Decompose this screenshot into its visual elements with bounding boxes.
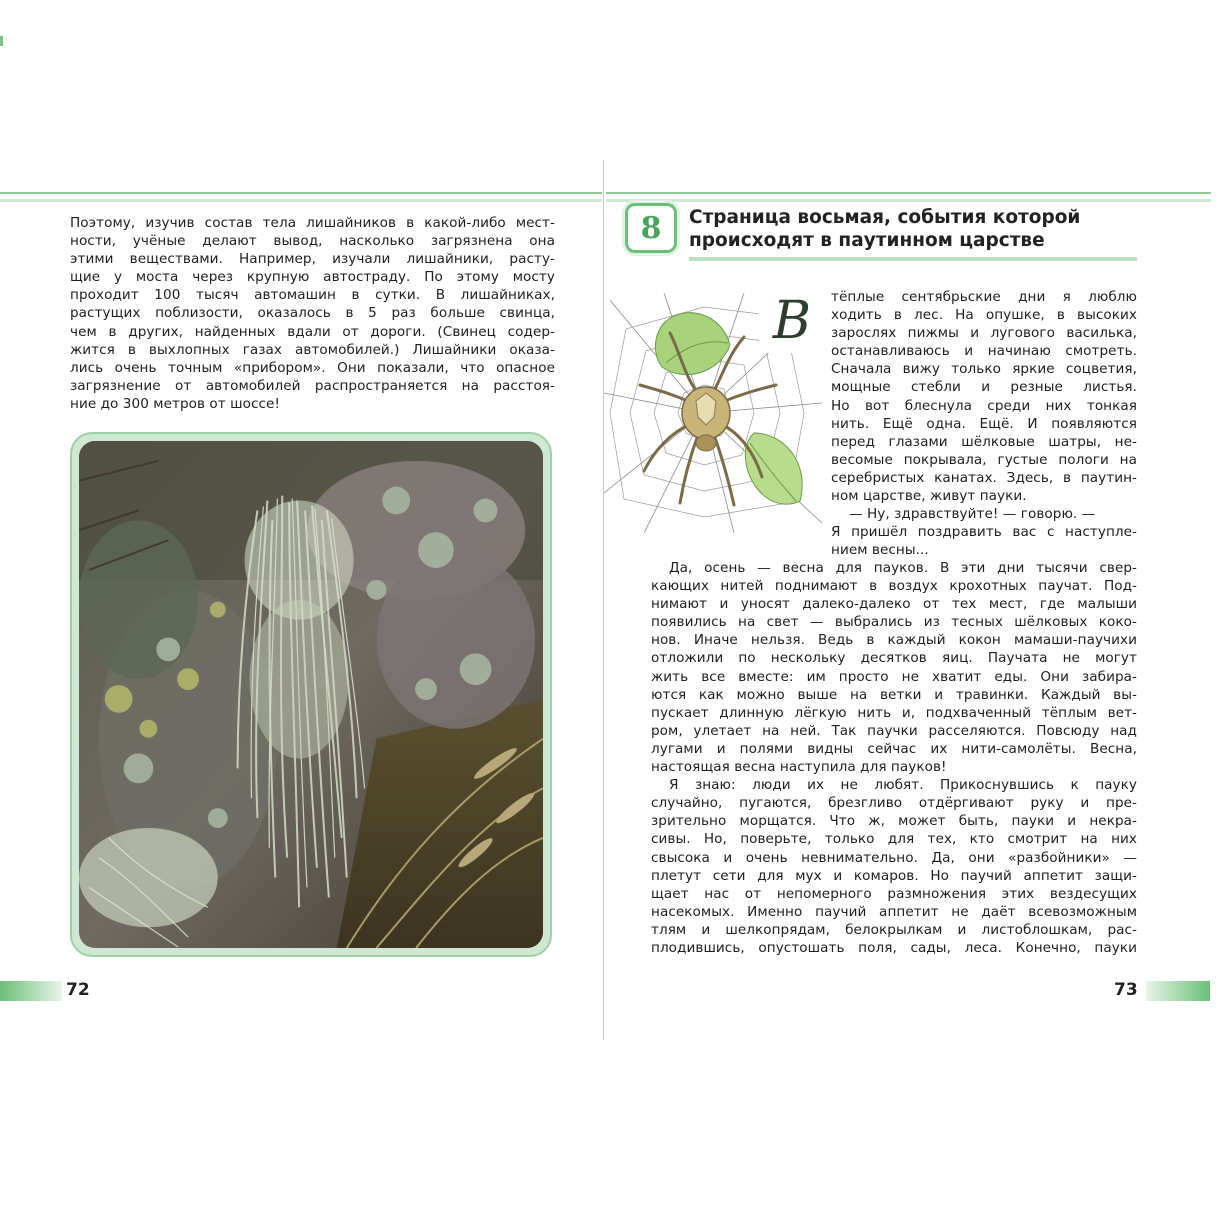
text-line: проходит 100 тысяч автомашин в сутки. В лишайниках, bbox=[70, 287, 555, 304]
full-width-paragraphs bbox=[651, 559, 1137, 957]
text-line: останавливаюсь и начинаю смотреть. bbox=[831, 343, 1137, 360]
top-rule-left-band bbox=[0, 199, 602, 202]
text-line: Поэтому, изучив состав тела лишайников в какой-либо мест- bbox=[70, 215, 555, 231]
text-line: настоящая весна наступила для пауков! bbox=[651, 759, 947, 776]
text-line: щает нас от непомерного размножения этих вездесущих bbox=[651, 885, 1137, 902]
top-rule-right bbox=[606, 192, 1211, 194]
text-line: плодившись, опустошать поля, сады, леса. Конечно, пауки bbox=[651, 939, 1137, 956]
page-number-left: 72 bbox=[66, 980, 90, 1000]
text-line: зрительно морщатся. Что ж, может быть, пауки и некра- bbox=[651, 813, 1137, 830]
chapter-title-line: Страница восьмая, события которой bbox=[689, 207, 1081, 228]
chapter-title-underline bbox=[689, 257, 1137, 261]
text-line: тлям и шелкопрядам, белокрылкам и листоблошкам, рас- bbox=[651, 921, 1137, 938]
text-line: мощные стебли и резные листья. bbox=[831, 379, 1137, 396]
text-line: весомые покрывала, густые пологи на bbox=[831, 451, 1137, 468]
text-line: — Ну, здравствуйте! — говорю. — bbox=[849, 506, 1096, 523]
text-line: Я знаю: люди их не любят. Прикоснувшись к пауку bbox=[669, 777, 1137, 794]
text-line: щие у моста через крупную автостраду. По этому мосту bbox=[70, 269, 555, 286]
top-rule-left bbox=[0, 192, 602, 194]
text-line: растущих поблизости, оказалось в 5 раз больше свинца, bbox=[70, 305, 555, 322]
drop-cap-letter: В bbox=[772, 291, 812, 351]
page-number-bar-right bbox=[1146, 981, 1210, 1001]
text-line: появились на свет — выбрались из тесных шёлковых коко- bbox=[651, 614, 1137, 631]
text-line: ются как можно выше на ветки и травинки. Каждый вы- bbox=[651, 686, 1137, 703]
text-line: перед глазами шёлковые шатры, не- bbox=[831, 433, 1137, 450]
text-line: этими веществами. Например, изучали лишайники, расту- bbox=[70, 251, 555, 268]
text-line: случайно, пугаются, брезгливо отдёргивают руку и пре- bbox=[651, 795, 1137, 812]
text-line: лись очень точным «прибором». Они показали, что опасное bbox=[70, 359, 555, 376]
text-line: кающих нитей поднимают в воздух крохотных паучат. Под- bbox=[651, 578, 1137, 595]
text-line: ности, учёные делают вывод, насколько загрязнена она bbox=[70, 233, 555, 250]
corner-mark bbox=[0, 36, 3, 46]
page-gutter bbox=[603, 160, 604, 1040]
text-line: лугами и полями видны сейчас их нити-самолёты. Весна, bbox=[651, 740, 1137, 757]
top-rule-right-band bbox=[606, 199, 1211, 202]
page-number-right: 73 bbox=[1114, 980, 1138, 1000]
text-line: зарослях пижмы и лугового василька, bbox=[831, 325, 1137, 342]
text-line: нить. Ещё одна. Ещё. И появляются bbox=[831, 415, 1137, 432]
text-line: Да, осень — весна для пауков. В эти дни тысячи свер- bbox=[669, 560, 1137, 576]
text-line: свысока и очень невнимательно. Да, они «разбойники» — bbox=[651, 849, 1137, 866]
text-line: отложили по нескольку десятков яиц. Паучата не могут bbox=[651, 650, 1137, 667]
text-line: жится в выхлопных газах автомобилей.) Лишайники оказа- bbox=[70, 341, 555, 358]
chapter-title bbox=[689, 206, 1139, 252]
left-page-paragraph bbox=[70, 214, 555, 413]
text-line: ние до 300 метров от шоссе! bbox=[70, 395, 280, 412]
page-number-bar-left bbox=[0, 981, 62, 1001]
text-line: чем в других, найденных вдали от дороги. (Свинец содер- bbox=[70, 323, 555, 340]
text-line: ходить в лес. На опушке, в высоких bbox=[831, 307, 1137, 324]
text-line: ром, улетает на ней. Так паучки расселяются. Повсюду над bbox=[651, 722, 1137, 739]
drop-cap bbox=[759, 293, 825, 353]
text-line: пускает длинную лёгкую нить и, подхваченный тёплым вет- bbox=[651, 704, 1137, 721]
text-line: загрязнение от автомобилей распространяется на расстоя- bbox=[70, 377, 555, 394]
text-line: нием весны... bbox=[831, 542, 929, 559]
text-line: нимают и уносят далеко-далеко от тех мест, где малыши bbox=[651, 596, 1137, 613]
chapter-number-badge: 8 bbox=[625, 203, 677, 253]
text-line: ном царстве, живут пауки. bbox=[831, 488, 1027, 505]
text-line: плетут сети для мух и комаров. Но паучий аппетит защи- bbox=[651, 867, 1137, 884]
text-line: сивы. Но, поверьте, только для тех, кто смотрит на них bbox=[651, 831, 1137, 848]
text-line: серебристых канатах. Здесь, в паутин- bbox=[831, 469, 1137, 486]
text-line: насекомых. Именно паучий аппетит не даёт всевозможным bbox=[651, 903, 1137, 920]
wrapped-paragraph bbox=[831, 288, 1137, 559]
text-line: Я пришёл поздравить вас с наступле- bbox=[831, 524, 1137, 541]
text-line: жить все вместе: им просто не хватит еды. Они забира- bbox=[651, 668, 1137, 685]
lichen-photo-frame bbox=[70, 432, 552, 957]
chapter-title-line: происходят в паутинном царстве bbox=[689, 230, 1045, 251]
text-line: Сначала вижу только яркие соцветия, bbox=[831, 361, 1137, 378]
text-line: нов. Иначе нельзя. Ведь в каждый кокон мамаши-паучихи bbox=[651, 632, 1137, 649]
lichen-photo bbox=[79, 441, 543, 948]
text-line: тёплые сентябрьские дни я люблю bbox=[831, 289, 1137, 305]
text-line: Но вот блеснула среди них тонкая bbox=[831, 397, 1137, 414]
